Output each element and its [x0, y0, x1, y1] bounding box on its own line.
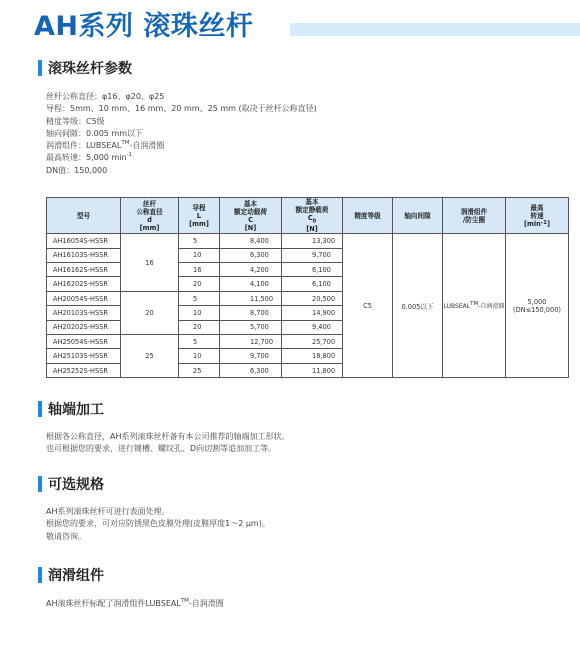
param-line-backlash: 轴向间隙：0.005 mm以下: [46, 128, 144, 138]
header-speed-l3: [506, 220, 568, 228]
options-line: 敬请咨询。: [46, 531, 86, 541]
section-options-heading: [38, 474, 104, 494]
lube-text: [46, 598, 224, 610]
section-marker: [38, 60, 42, 76]
header-dynamic-load: [220, 198, 282, 234]
section-marker: [38, 567, 42, 583]
title-band: [290, 23, 580, 36]
cell-speed: [506, 234, 569, 378]
cell-dynamic-load: 4,100: [220, 277, 282, 291]
header-diameter-l1: 丝杆: [142, 199, 157, 208]
cell-model: AH25252S-HSSR: [47, 363, 121, 377]
lube-line: [46, 598, 224, 610]
cell-lube-sup: TM: [470, 301, 479, 308]
table-header-row: [47, 198, 569, 234]
header-lube-l2: /防尘圈: [462, 215, 486, 224]
header-static-sub: 0: [312, 218, 317, 225]
cell-model: AH16103S-HSSR: [47, 248, 121, 262]
section-marker: [38, 401, 42, 417]
section-params-title: 滚珠丝杆参数: [48, 61, 132, 77]
cell-model: AH16054S-HSSR: [47, 234, 121, 248]
page-header: [0, 0, 580, 40]
cell-static-load: 11,800: [282, 363, 343, 377]
section-params-heading: [38, 58, 132, 78]
table-row: [47, 234, 569, 248]
lube-line-text: AH滚珠丝杆标配了润滑组件LUBSEAL: [46, 599, 181, 608]
param-lube-text: 润滑组件：LUBSEAL: [46, 141, 122, 151]
cell-static-load: 18,800: [282, 349, 343, 363]
header-diameter: [121, 198, 179, 234]
header-lead-l2: L: [196, 211, 202, 220]
cell-static-load: 13,300: [282, 234, 343, 248]
cell-lead: 10: [179, 306, 220, 320]
cell-diameter: 16: [121, 234, 179, 292]
param-line-lead: 导程：5mm、10 mm、16 mm、20 mm、25 mm (取决于丝杆公称直径): [46, 104, 317, 114]
header-grade: 精度等级: [343, 198, 393, 234]
header-static-l2: 额定静载荷: [295, 206, 329, 214]
cell-lube-suffix: -自润滑圈: [478, 303, 505, 311]
cell-lead: 16: [179, 263, 220, 277]
header-diameter-l2: 公称直径: [136, 207, 163, 216]
param-line-dn: DN值：150,000: [46, 165, 108, 175]
cell-static-load: 6,100: [282, 277, 343, 291]
header-speed: [506, 198, 569, 234]
header-lead-l1: 导程: [192, 203, 206, 212]
cell-dynamic-load: 12,700: [220, 335, 282, 349]
cell-lead: 10: [179, 349, 220, 363]
header-lube-l1: 润滑组件: [460, 207, 488, 216]
header-dynamic-l3: C: [248, 215, 253, 224]
cell-model: AH20202S-HSSR: [47, 320, 121, 334]
param-line-speed: [46, 152, 317, 164]
header-dynamic-l4: [N]: [244, 223, 257, 232]
param-speed-sup: -1: [126, 152, 133, 159]
shaft-line: 也可根据您的要求，进行键槽、螺纹孔、D向切割等追加加工等。: [46, 444, 277, 454]
cell-model: AH25054S-HSSR: [47, 335, 121, 349]
cell-model: AH20103S-HSSR: [47, 306, 121, 320]
cell-dynamic-load: 11,500: [220, 291, 282, 305]
cell-dynamic-load: 6,300: [220, 248, 282, 262]
cell-dynamic-load: 8,700: [220, 306, 282, 320]
options-line: 根据您的要求，可对应防锈黑色皮膜处理(皮膜厚度1～2 μm)。: [46, 519, 270, 529]
shaft-text: [46, 431, 290, 456]
cell-lube: [443, 234, 506, 378]
shaft-line: 根据各公称直径，AH系列滚珠丝杆备有本公司推荐的轴端加工形状。: [46, 432, 290, 441]
header-model: 型号: [47, 198, 121, 234]
cell-lube-name: LUBSEAL: [443, 303, 471, 311]
header-lead: [179, 198, 220, 234]
section-options-title: 可选规格: [48, 477, 104, 493]
param-lube-sup: TM: [121, 140, 130, 147]
header-dynamic-l1: 基本: [243, 199, 258, 208]
header-speed-l1: 最高: [530, 203, 544, 212]
header-diameter-l4: [mm]: [139, 223, 160, 232]
cell-lead: 20: [179, 320, 220, 334]
param-line-lube: [46, 140, 317, 152]
header-diameter-l3: d: [147, 215, 152, 224]
cell-backlash: 0.005以下: [393, 234, 443, 378]
header-static-l3: [282, 214, 342, 225]
cell-static-load: 9,700: [282, 248, 343, 262]
cell-dynamic-load: 8,400: [220, 234, 282, 248]
section-marker: [38, 476, 42, 492]
cell-lead: 20: [179, 277, 220, 291]
header-speed-sup: -1: [540, 219, 547, 226]
cell-lead: 5: [179, 234, 220, 248]
cell-lead: 5: [179, 335, 220, 349]
header-speed-close: ]: [546, 219, 550, 228]
lube-line-sup: TM: [180, 598, 189, 604]
cell-static-load: 20,500: [282, 291, 343, 305]
section-shaft-title: 轴端加工: [48, 402, 104, 418]
lube-line-suffix: -自润滑圈: [188, 599, 224, 608]
section-lube-heading: [38, 565, 104, 585]
cell-lead: 5: [179, 291, 220, 305]
page-title: AH系列 滚珠丝杆: [34, 11, 254, 42]
param-lube-suffix: -自润滑圈: [129, 141, 165, 151]
options-text: [46, 506, 270, 543]
param-speed-text: 最高转速：5,000 min: [46, 153, 127, 163]
cell-static-load: 9,400: [282, 320, 343, 334]
header-dynamic-l2: 额定动载荷: [234, 207, 267, 216]
section-shaft-heading: [38, 399, 104, 419]
options-line: AH系列滚珠丝杆可进行表面处理。: [46, 507, 170, 516]
cell-diameter: 20: [121, 291, 179, 334]
header-static-symbol: C: [307, 214, 313, 222]
header-speed-l2: 转速: [530, 211, 544, 220]
specs-table: [46, 197, 569, 378]
header-backlash: 轴向间隙: [393, 198, 443, 234]
cell-dynamic-load: 4,200: [220, 263, 282, 277]
cell-static-load: 6,100: [282, 263, 343, 277]
param-line-grade: 精度等级：C5级: [46, 116, 105, 126]
header-lube: [443, 198, 506, 234]
cell-lead: 25: [179, 363, 220, 377]
header-speed-unit: [min: [524, 219, 541, 228]
cell-static-load: 14,900: [282, 306, 343, 320]
section-lube-title: 润滑组件: [48, 568, 104, 584]
cell-model: AH16202S-HSSR: [47, 277, 121, 291]
cell-diameter: 25: [121, 335, 179, 378]
header-static-l1: 基本: [305, 198, 319, 206]
cell-model: AH16162S-HSSR: [47, 263, 121, 277]
cell-lead: 10: [179, 248, 220, 262]
cell-static-load: 25,700: [282, 335, 343, 349]
cell-speed-value: 5,000: [527, 297, 547, 306]
header-static-l4: [N]: [306, 225, 318, 234]
header-static-load: [282, 198, 343, 234]
cell-dynamic-load: 6,300: [220, 363, 282, 377]
cell-dynamic-load: 9,700: [220, 349, 282, 363]
param-line-diameter: 丝杆公称直径：φ16、φ20、φ25: [46, 92, 165, 101]
cell-model: AH20054S-HSSR: [47, 291, 121, 305]
cell-speed-dn: (DN≤150,000): [513, 305, 561, 314]
params-list: [46, 91, 317, 177]
header-lead-l3: [mm]: [189, 219, 209, 228]
cell-grade: C5: [343, 234, 393, 378]
cell-model: AH25103S-HSSR: [47, 349, 121, 363]
cell-dynamic-load: 5,700: [220, 320, 282, 334]
